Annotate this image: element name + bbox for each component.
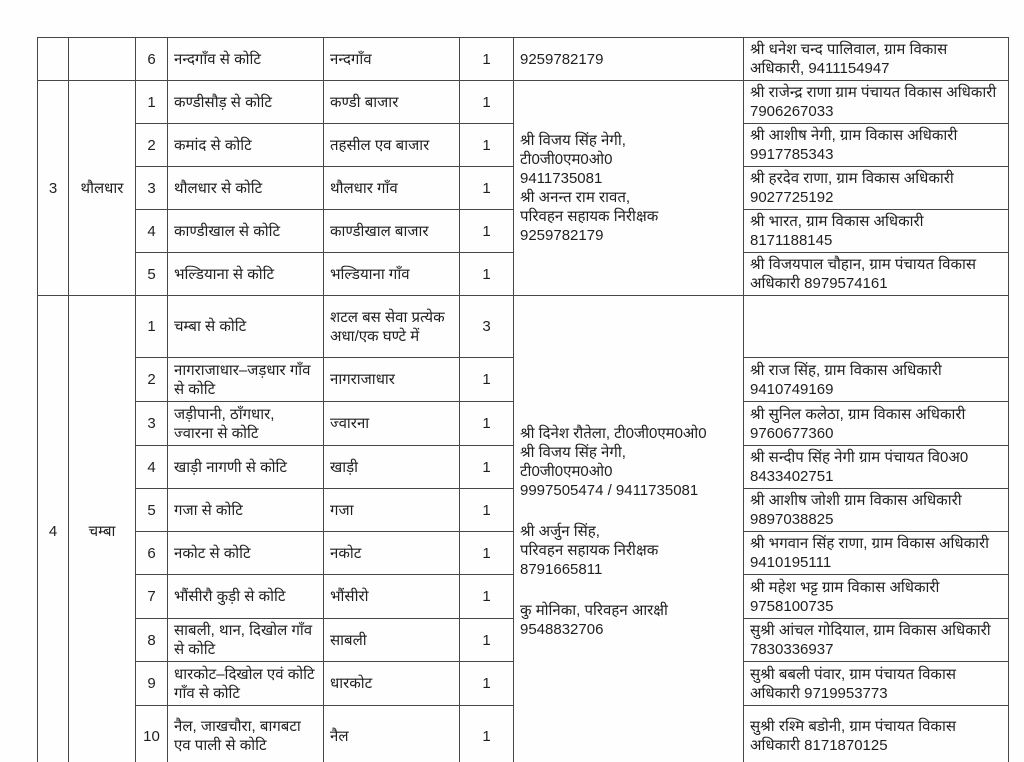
cell-bus-count: 1 bbox=[460, 253, 514, 296]
cell-route: थौलधार से कोटि bbox=[168, 167, 324, 210]
cell-block-name bbox=[69, 38, 136, 81]
cell-destination: तहसील एव बाजार bbox=[324, 124, 460, 167]
cell-bus-count: 1 bbox=[460, 81, 514, 124]
cell-bus-count: 1 bbox=[460, 210, 514, 253]
cell-route-no: 6 bbox=[136, 532, 168, 575]
table-row bbox=[38, 38, 1009, 81]
cell-route: जड़ीपानी, ठाँगधार, ज्वारना से कोटि bbox=[168, 402, 324, 446]
contact-line: श्री अर्जुन सिंह, bbox=[520, 522, 600, 540]
table-row bbox=[38, 81, 1009, 124]
cell-route-no: 4 bbox=[136, 446, 168, 489]
cell-bus-count: 1 bbox=[460, 575, 514, 619]
cell-route-no: 5 bbox=[136, 489, 168, 532]
cell-route: नागराजाधार–जड़धार गाँव से कोटि bbox=[168, 358, 324, 402]
cell-bus-count: 1 bbox=[460, 124, 514, 167]
cell-route-no: 9 bbox=[136, 662, 168, 706]
cell-nodal-officers bbox=[514, 81, 744, 296]
cell-route: भल्डियाना से कोटि bbox=[168, 253, 324, 296]
cell-bus-count: 1 bbox=[460, 706, 514, 762]
contact-line: श्री विजय सिंह नेगी, bbox=[520, 132, 626, 149]
contact-line: श्री विजय सिंह नेगी, bbox=[520, 443, 626, 461]
cell-bus-count: 1 bbox=[460, 662, 514, 706]
cell-bus-count: 1 bbox=[460, 402, 514, 446]
cell-bus-count: 3 bbox=[460, 296, 514, 358]
cell-destination: भौंसीरो bbox=[324, 575, 460, 619]
cell-route: भौंसीरौ कुड़ी से कोटि bbox=[168, 575, 324, 619]
cell-destination: नकोट bbox=[324, 532, 460, 575]
officer-group bbox=[520, 522, 737, 579]
cell-route: काण्डीखाल से कोटि bbox=[168, 210, 324, 253]
cell-destination: धारकोट bbox=[324, 662, 460, 706]
cell-block-name: थौलधार bbox=[69, 81, 136, 296]
cell-route: नैल, जाखचौरा, बागबटा एव पाली से कोटि bbox=[168, 706, 324, 762]
cell-bus-count: 1 bbox=[460, 358, 514, 402]
cell-section-no bbox=[38, 38, 69, 81]
contact-line: परिवहन सहायक निरीक्षक bbox=[520, 208, 659, 225]
cell-bus-count: 1 bbox=[460, 446, 514, 489]
cell-village-officer: सुश्री बबली पंवार, ग्राम पंचायत विकास अधिकारी 9719953773 bbox=[744, 662, 1009, 706]
cell-route-no: 3 bbox=[136, 402, 168, 446]
cell-route: धारकोट–दिखोल एवं कोटि गाँव से कोटि bbox=[168, 662, 324, 706]
cell-destination: कण्डी बाजार bbox=[324, 81, 460, 124]
cell-village-officer bbox=[744, 296, 1009, 358]
contact-line: टी0जी0एम0ओ0 bbox=[520, 151, 613, 168]
cell-bus-count: 1 bbox=[460, 532, 514, 575]
cell-route: साबली, थान, दिखोल गाँव से कोटि bbox=[168, 619, 324, 662]
cell-route-no: 1 bbox=[136, 81, 168, 124]
cell-village-officer: श्री महेश भट्ट ग्राम विकास अधिकारी 9758100735 bbox=[744, 575, 1009, 619]
cell-village-officer: सुश्री आंचल गोदियाल, ग्राम विकास अधिकारी 7830336937 bbox=[744, 619, 1009, 662]
contact-line: 9997505474 / 9411735081 bbox=[520, 481, 699, 499]
cell-destination: काण्डीखाल बाजार bbox=[324, 210, 460, 253]
officer-group bbox=[520, 601, 737, 639]
cell-village-officer: श्री आशीष जोशी ग्राम विकास अधिकारी 9897038825 bbox=[744, 489, 1009, 532]
cell-route-no: 5 bbox=[136, 253, 168, 296]
cell-bus-count: 1 bbox=[460, 489, 514, 532]
contact-line: 8791665811 bbox=[520, 560, 603, 578]
bus-routes-table bbox=[37, 37, 1009, 762]
cell-village-officer: सुश्री रश्मि बडोनी, ग्राम पंचायत विकास अधिकारी 8171870125 bbox=[744, 706, 1009, 762]
cell-village-officer: श्री सुनिल कलेठा, ग्राम विकास अधिकारी 9760677360 bbox=[744, 402, 1009, 446]
cell-destination: साबली bbox=[324, 619, 460, 662]
cell-nodal-officers: 9259782179 bbox=[514, 38, 744, 81]
cell-destination: गजा bbox=[324, 489, 460, 532]
cell-route: नकोट से कोटि bbox=[168, 532, 324, 575]
contact-line: श्री दिनेश रौतेला, टी0जी0एम0ओ0 bbox=[520, 424, 707, 442]
contact-line: 9259782179 bbox=[520, 227, 604, 244]
cell-route-no: 1 bbox=[136, 296, 168, 358]
cell-village-officer: श्री विजयपाल चौहान, ग्राम पंचायत विकास अधिकारी 8979574161 bbox=[744, 253, 1009, 296]
cell-destination: खाड़ी bbox=[324, 446, 460, 489]
cell-route: खाड़ी नागणी से कोटि bbox=[168, 446, 324, 489]
cell-route-no: 3 bbox=[136, 167, 168, 210]
cell-village-officer: श्री भगवान सिंह राणा, ग्राम विकास अधिकारी 9410195111 bbox=[744, 532, 1009, 575]
cell-route: गजा से कोटि bbox=[168, 489, 324, 532]
cell-nodal-officers bbox=[514, 296, 744, 762]
cell-village-officer: श्री भारत, ग्राम विकास अधिकारी 8171188145 bbox=[744, 210, 1009, 253]
officer-group bbox=[520, 424, 737, 500]
cell-route-no: 2 bbox=[136, 358, 168, 402]
contact-line: 9411735081 bbox=[520, 170, 603, 187]
cell-destination: भल्डियाना गाँव bbox=[324, 253, 460, 296]
cell-section-no: 3 bbox=[38, 81, 69, 296]
cell-route: कण्डीसौड़ से कोटि bbox=[168, 81, 324, 124]
cell-route-no: 7 bbox=[136, 575, 168, 619]
cell-route-no: 10 bbox=[136, 706, 168, 762]
cell-destination: नागराजाधार bbox=[324, 358, 460, 402]
cell-route: नन्दगाँव से कोटि bbox=[168, 38, 324, 81]
cell-destination: शटल बस सेवा प्रत्येक अधा/एक घण्टे में bbox=[324, 296, 460, 358]
contact-line: टी0जी0एम0ओ0 bbox=[520, 462, 613, 480]
cell-destination: नैल bbox=[324, 706, 460, 762]
cell-village-officer: श्री सन्दीप सिंह नेगी ग्राम पंचायत वि0अ0 8433402751 bbox=[744, 446, 1009, 489]
contact-line: परिवहन सहायक निरीक्षक bbox=[520, 541, 659, 559]
contact-line: 9548832706 bbox=[520, 620, 604, 638]
cell-bus-count: 1 bbox=[460, 38, 514, 81]
contact-line: कु मोनिका, परिवहन आरक्षी bbox=[520, 601, 668, 619]
cell-route-no: 4 bbox=[136, 210, 168, 253]
cell-destination: थौलधार गाँव bbox=[324, 167, 460, 210]
cell-village-officer: श्री आशीष नेगी, ग्राम विकास अधिकारी 9917785343 bbox=[744, 124, 1009, 167]
cell-block-name: चम्बा bbox=[69, 296, 136, 762]
cell-destination: ज्वारना bbox=[324, 402, 460, 446]
cell-route-no: 8 bbox=[136, 619, 168, 662]
cell-village-officer: श्री राज सिंह, ग्राम विकास अधिकारी 9410749169 bbox=[744, 358, 1009, 402]
cell-village-officer: श्री हरदेव राणा, ग्राम विकास अधिकारी 9027725192 bbox=[744, 167, 1009, 210]
cell-route-no: 6 bbox=[136, 38, 168, 81]
cell-village-officer: श्री राजेन्द्र राणा ग्राम पंचायत विकास अधिकारी 7906267033 bbox=[744, 81, 1009, 124]
table-row bbox=[38, 296, 1009, 358]
contact-line: श्री अनन्त राम रावत, bbox=[520, 189, 631, 206]
cell-route-no: 2 bbox=[136, 124, 168, 167]
cell-section-no: 4 bbox=[38, 296, 69, 762]
cell-route: कमांद से कोटि bbox=[168, 124, 324, 167]
cell-village-officer: श्री धनेश चन्द पालिवाल, ग्राम विकास अधिकारी, 9411154947 bbox=[744, 38, 1009, 81]
cell-bus-count: 1 bbox=[460, 167, 514, 210]
cell-destination: नन्दगाँव bbox=[324, 38, 460, 81]
cell-bus-count: 1 bbox=[460, 619, 514, 662]
cell-route: चम्बा से कोटि bbox=[168, 296, 324, 358]
